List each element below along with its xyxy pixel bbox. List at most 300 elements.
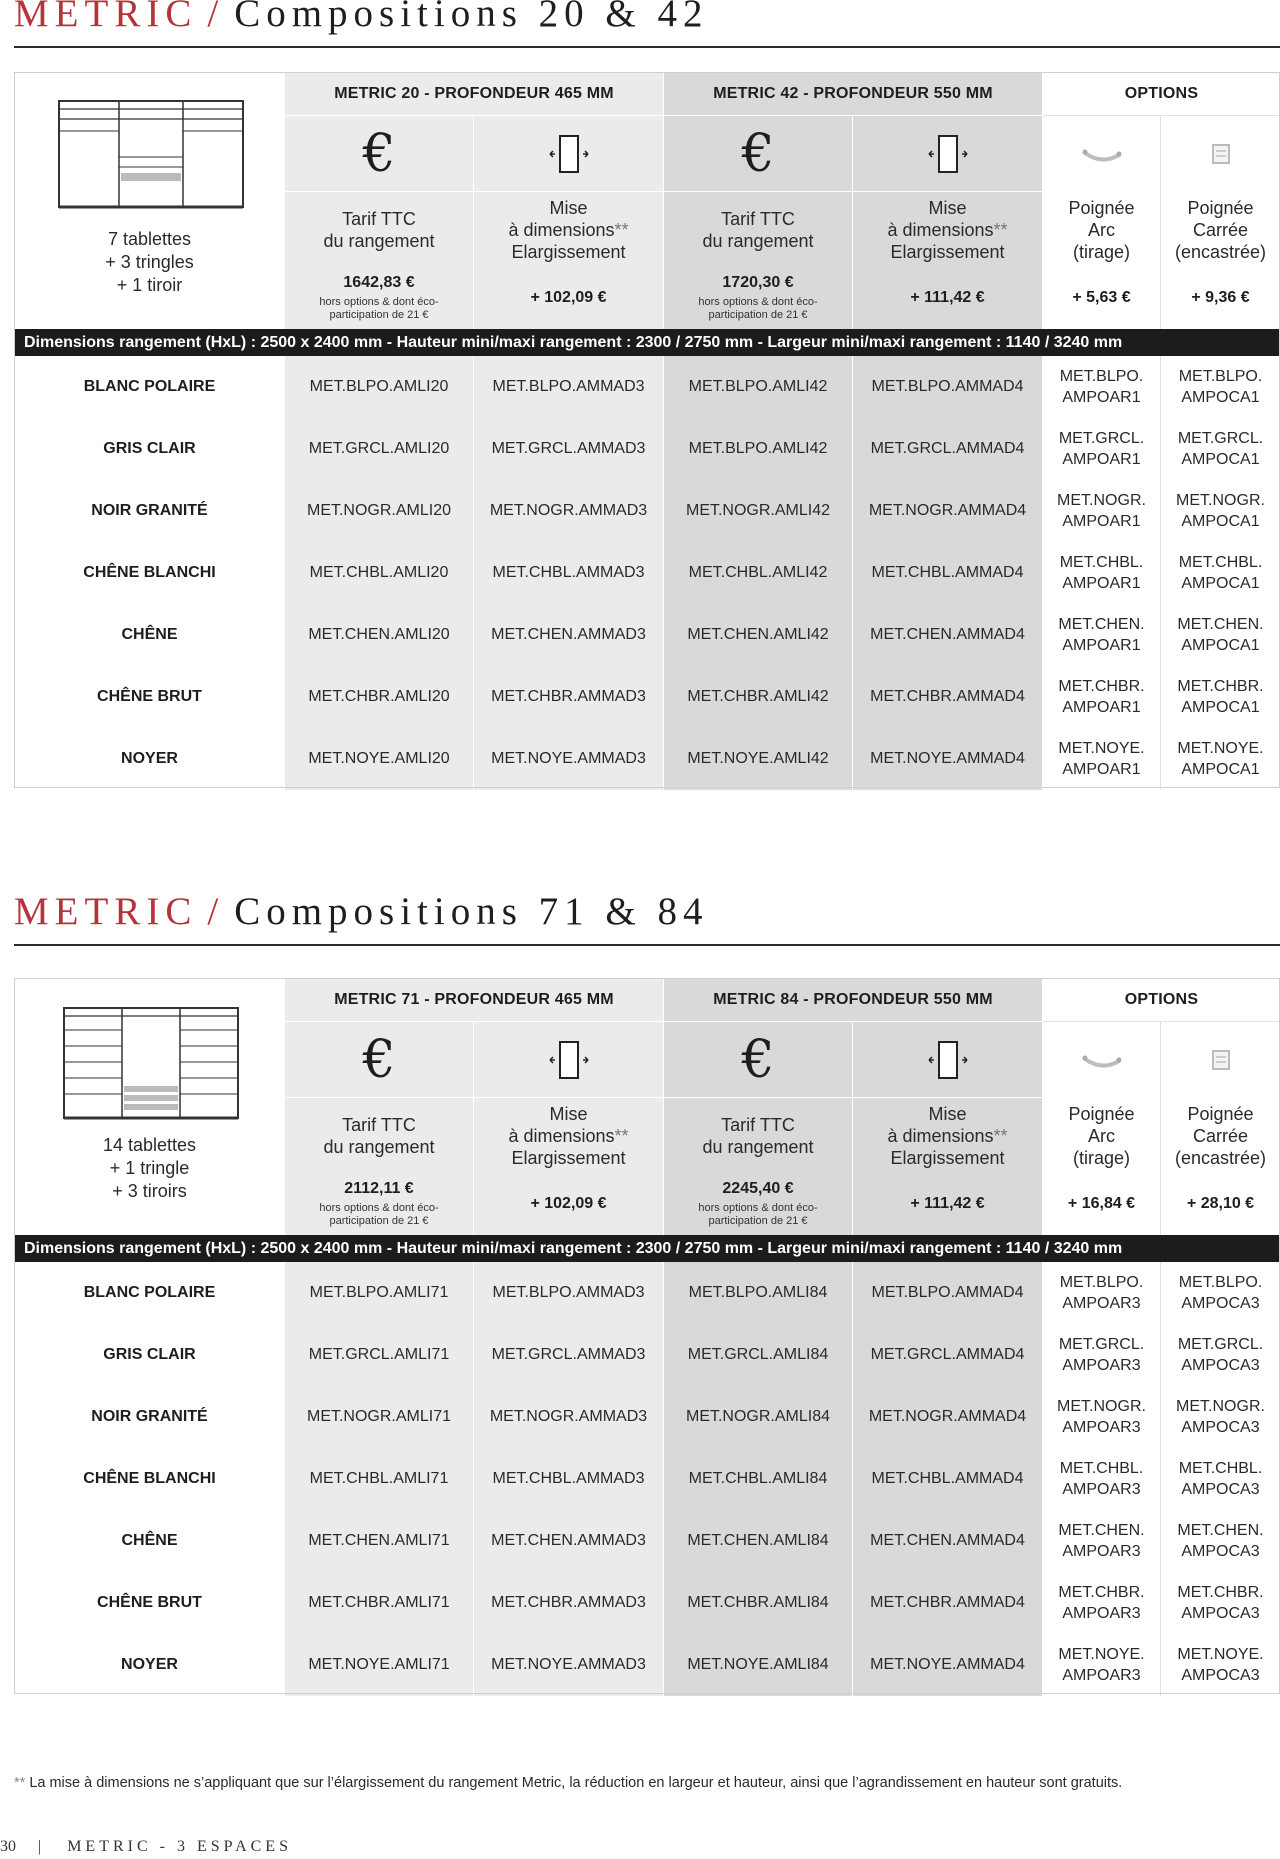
table-row [14, 418, 1280, 480]
product-reference: MET.BLPO.AMLI42 [664, 356, 853, 418]
reference-line: AMPOCA3 [1181, 1605, 1260, 1622]
price-note: hors options & dont éco- [319, 296, 439, 308]
reference-line: AMPOAR1 [1062, 451, 1141, 468]
label-line: du rangement [323, 230, 435, 251]
product-reference: MET.BLPO.AMMAD4 [853, 356, 1043, 418]
option-reference [1161, 1262, 1280, 1324]
base-price: 2112,11 € [344, 1180, 414, 1197]
label-line: Tarif TTC [342, 1114, 416, 1135]
base-price: 1642,83 € [343, 274, 415, 291]
option-reference [1161, 604, 1280, 666]
reference-line: MET.NOGR. [1176, 492, 1265, 509]
base-price: 2245,40 € [722, 1180, 794, 1197]
reference-line: AMPOCA1 [1181, 451, 1260, 468]
product-reference: MET.CHBR.AMMAD3 [474, 1572, 664, 1634]
label-line: Mise [928, 1103, 967, 1124]
price-icon-cell [664, 1022, 853, 1098]
product-reference: MET.BLPO.AMMAD3 [474, 356, 664, 418]
option-reference [1161, 356, 1280, 418]
option-reference [1043, 542, 1161, 604]
price-cell [664, 267, 853, 329]
finish-name: BLANC POLAIRE [14, 1262, 285, 1324]
reference-line: AMPOCA3 [1181, 1667, 1260, 1684]
reference-line: AMPOAR3 [1062, 1667, 1141, 1684]
reference-line: AMPOCA3 [1181, 1481, 1260, 1498]
option-reference [1161, 1572, 1280, 1634]
reference-line: AMPOCA1 [1181, 761, 1260, 778]
reference-line: AMPOCA1 [1181, 389, 1260, 406]
base-price: 1720,30 € [722, 274, 794, 291]
price-cell [285, 267, 474, 329]
group-b-header: METRIC 84 - PROFONDEUR 550 MM [664, 978, 1043, 1022]
title-separator: / [207, 0, 225, 35]
label-line: du rangement [323, 1136, 435, 1157]
product-reference: MET.BLPO.AMLI42 [664, 418, 853, 480]
title-rule [14, 944, 1280, 946]
resize-price: + 102,09 € [530, 289, 607, 306]
finish-name: CHÊNE [14, 604, 285, 666]
square-handle-icon-cell [1161, 1022, 1280, 1098]
resize-price-cell [474, 267, 664, 329]
price-note: participation de 21 € [708, 309, 808, 321]
reference-line: AMPOCA1 [1181, 513, 1260, 530]
finish-name: GRIS CLAIR [14, 418, 285, 480]
product-reference: MET.CHEN.AMLI42 [664, 604, 853, 666]
composition-table [14, 978, 1280, 1694]
resize-icon [923, 132, 973, 176]
group-a-header: METRIC 71 - PROFONDEUR 465 MM [285, 978, 664, 1022]
label-line: Carrée [1192, 1125, 1249, 1146]
reference-line: AMPOCA1 [1181, 699, 1260, 716]
euro-icon: € [741, 1029, 775, 1090]
resize-icon-cell [853, 1022, 1043, 1098]
label-line: Arc [1088, 1125, 1115, 1146]
table-row [14, 1324, 1280, 1386]
option-price: + 5,63 € [1072, 289, 1131, 306]
product-reference: MET.NOYE.AMMAD4 [853, 1634, 1043, 1696]
option-reference [1043, 1324, 1161, 1386]
product-reference: MET.CHBR.AMLI42 [664, 666, 853, 728]
label-line: Mise [928, 197, 967, 218]
product-reference: MET.GRCL.AMMAD3 [474, 418, 664, 480]
product-reference: MET.GRCL.AMLI20 [285, 418, 474, 480]
product-reference: MET.CHEN.AMLI84 [664, 1510, 853, 1572]
label-line: à dimensions** [508, 219, 629, 240]
product-reference: MET.NOYE.AMLI20 [285, 728, 474, 790]
product-reference: MET.CHBR.AMMAD3 [474, 666, 664, 728]
section-title [14, 0, 708, 33]
reference-line: MET.CHBR. [1058, 1584, 1145, 1601]
label-line: Elargissement [890, 1147, 1005, 1168]
product-reference: MET.BLPO.AMMAD3 [474, 1262, 664, 1324]
option-reference [1043, 1634, 1161, 1696]
composition-description [14, 222, 285, 302]
reference-line: AMPOCA3 [1181, 1419, 1260, 1436]
option-reference [1161, 1510, 1280, 1572]
reference-line: MET.CHEN. [1058, 1522, 1145, 1539]
table-row [14, 1262, 1280, 1324]
product-reference: MET.CHEN.AMLI71 [285, 1510, 474, 1572]
product-reference: MET.NOGR.AMMAD4 [853, 1386, 1043, 1448]
product-reference: MET.NOGR.AMMAD3 [474, 1386, 664, 1448]
finish-name: GRIS CLAIR [14, 1324, 285, 1386]
reference-line: MET.CHBL. [1059, 1460, 1144, 1477]
product-reference: MET.CHBL.AMMAD4 [853, 542, 1043, 604]
dimensions-bar: Dimensions rangement (HxL) : 2500 x 2400 mm - Hauteur mini/maxi rangement : 2300 / 2750 mm - Largeur mini/maxi rangement : 1140 / 3240 mm [14, 329, 1280, 356]
tarif-label [285, 1098, 474, 1173]
reference-line: AMPOAR3 [1062, 1543, 1141, 1560]
reference-line: AMPOCA3 [1181, 1357, 1260, 1374]
table-row [14, 728, 1280, 790]
reference-line: MET.CHBL. [1059, 554, 1144, 571]
reference-line: AMPOAR1 [1062, 637, 1141, 654]
option-reference [1043, 1510, 1161, 1572]
dimensions-bar: Dimensions rangement (HxL) : 2500 x 2400 mm - Hauteur mini/maxi rangement : 2300 / 2750 mm - Largeur mini/maxi rangement : 1140 / 3240 mm [14, 1235, 1280, 1262]
option-reference [1161, 1324, 1280, 1386]
product-reference: MET.GRCL.AMMAD4 [853, 1324, 1043, 1386]
page-footer [0, 1838, 292, 1856]
tarif-label [664, 192, 853, 267]
label-line: Tarif TTC [721, 1114, 795, 1135]
composition-table [14, 72, 1280, 788]
price-icon-cell [664, 116, 853, 192]
resize-icon-cell [853, 116, 1043, 192]
option-reference [1043, 666, 1161, 728]
arc-handle-icon [1077, 139, 1127, 169]
product-reference: MET.CHBL.AMMAD3 [474, 1448, 664, 1510]
option-reference [1043, 1386, 1161, 1448]
label-line: à dimensions** [887, 219, 1008, 240]
product-reference: MET.GRCL.AMMAD4 [853, 418, 1043, 480]
options-header: OPTIONS [1043, 978, 1280, 1022]
reference-line: MET.BLPO. [1178, 1274, 1263, 1291]
price-icon-cell [285, 1022, 474, 1098]
label-line: Mise [549, 1103, 588, 1124]
euro-icon: € [362, 123, 396, 184]
euro-icon: € [741, 123, 775, 184]
product-reference: MET.NOYE.AMMAD3 [474, 728, 664, 790]
product-reference: MET.GRCL.AMLI71 [285, 1324, 474, 1386]
product-reference: MET.NOYE.AMLI84 [664, 1634, 853, 1696]
label-line: Tarif TTC [721, 208, 795, 229]
square-price-cell [1161, 1173, 1280, 1235]
reference-line: AMPOAR3 [1062, 1419, 1141, 1436]
table-row [14, 356, 1280, 418]
option-reference [1043, 418, 1161, 480]
label-line: Elargissement [890, 241, 1005, 262]
reference-line: AMPOAR3 [1062, 1481, 1141, 1498]
footnote-marker: ** [14, 1775, 26, 1791]
description-line: + 1 tiroir [116, 274, 183, 295]
reference-line: MET.NOGR. [1057, 1398, 1146, 1415]
page-number: 30 [0, 1838, 16, 1855]
table-row [14, 1386, 1280, 1448]
option-reference [1161, 1386, 1280, 1448]
footnote-text: La mise à dimensions ne s’appliquant que sur l’élargissement du rangement Metric, la réduction en largeur et hauteur, ainsi que l’agrandissement en hauteur sont gratuits. [25, 1775, 1123, 1791]
table-row [14, 1572, 1280, 1634]
section-subtitle: Compositions 71 & 84 [234, 890, 709, 933]
tarif-label [664, 1098, 853, 1173]
description-line: 14 tablettes [102, 1134, 197, 1155]
option-reference [1161, 1448, 1280, 1510]
description-line: + 1 tringle [109, 1157, 190, 1178]
product-reference: MET.GRCL.AMMAD3 [474, 1324, 664, 1386]
resize-icon-cell [474, 1022, 664, 1098]
footnote-marker: ** [614, 1125, 629, 1146]
product-reference: MET.CHBR.AMMAD4 [853, 666, 1043, 728]
reference-line: AMPOAR1 [1062, 699, 1141, 716]
reference-line: MET.CHEN. [1177, 616, 1264, 633]
table-row [14, 480, 1280, 542]
square-handle-icon-cell [1161, 116, 1280, 192]
table-row [14, 1448, 1280, 1510]
product-reference: MET.CHEN.AMMAD3 [474, 604, 664, 666]
arc-price-cell [1043, 1173, 1161, 1235]
product-reference: MET.NOGR.AMLI20 [285, 480, 474, 542]
option-reference [1043, 356, 1161, 418]
resize-price: + 111,42 € [910, 1195, 985, 1212]
square-handle-label [1161, 192, 1280, 267]
composition-description [14, 1128, 285, 1208]
product-reference: MET.NOGR.AMLI84 [664, 1386, 853, 1448]
product-reference: MET.CHBL.AMLI71 [285, 1448, 474, 1510]
reference-line: MET.CHBL. [1178, 554, 1263, 571]
reference-line: MET.BLPO. [1059, 1274, 1144, 1291]
finish-rows [14, 356, 1280, 788]
option-reference [1043, 1572, 1161, 1634]
product-reference: MET.CHBR.AMLI71 [285, 1572, 474, 1634]
reference-line: AMPOAR1 [1062, 389, 1141, 406]
reference-line: MET.CHEN. [1058, 616, 1145, 633]
price-note: hors options & dont éco- [698, 296, 818, 308]
table-row [14, 542, 1280, 604]
arc-handle-icon [1077, 1045, 1127, 1075]
resize-icon [544, 132, 594, 176]
product-reference: MET.NOGR.AMMAD4 [853, 480, 1043, 542]
product-reference: MET.NOYE.AMLI42 [664, 728, 853, 790]
resize-price: + 111,42 € [910, 289, 985, 306]
price-cell [664, 1173, 853, 1235]
resize-icon [544, 1038, 594, 1082]
finish-name: CHÊNE BRUT [14, 1572, 285, 1634]
resize-icon [923, 1038, 973, 1082]
product-reference: MET.CHEN.AMMAD3 [474, 1510, 664, 1572]
resize-price-cell [853, 267, 1043, 329]
section-title [14, 892, 708, 931]
label-line: (tirage) [1072, 241, 1130, 262]
reference-line: AMPOCA3 [1181, 1295, 1260, 1312]
label-line: (tirage) [1072, 1147, 1130, 1168]
label-line: Poignée [1068, 1103, 1135, 1124]
label-line: Poignée [1068, 197, 1135, 218]
reference-line: MET.CHBR. [1177, 1584, 1264, 1601]
table-row [14, 1510, 1280, 1572]
square-handle-icon [1206, 139, 1236, 169]
resize-price: + 102,09 € [530, 1195, 607, 1212]
option-reference [1043, 604, 1161, 666]
table-row [14, 604, 1280, 666]
section-subtitle: Compositions 20 & 42 [234, 0, 709, 35]
label-line: du rangement [702, 230, 814, 251]
reference-line: MET.GRCL. [1177, 430, 1264, 447]
finish-name: BLANC POLAIRE [14, 356, 285, 418]
product-reference: MET.CHBL.AMLI84 [664, 1448, 853, 1510]
reference-line: AMPOAR1 [1062, 761, 1141, 778]
product-reference: MET.CHBR.AMLI20 [285, 666, 474, 728]
footer-text: METRIC - 3 ESPACES [67, 1838, 292, 1855]
reference-line: MET.GRCL. [1058, 1336, 1145, 1353]
label-line: (encastrée) [1174, 1147, 1267, 1168]
group-b-header: METRIC 42 - PROFONDEUR 550 MM [664, 72, 1043, 116]
product-reference: MET.CHEN.AMLI20 [285, 604, 474, 666]
product-reference: MET.CHEN.AMMAD4 [853, 1510, 1043, 1572]
product-reference: MET.CHBR.AMMAD4 [853, 1572, 1043, 1634]
finish-name: NOYER [14, 1634, 285, 1696]
finish-name: NOIR GRANITÉ [14, 480, 285, 542]
resize-label [853, 1098, 1043, 1173]
product-reference: MET.NOGR.AMLI71 [285, 1386, 474, 1448]
arc-handle-icon-cell [1043, 1022, 1161, 1098]
option-reference [1043, 1448, 1161, 1510]
product-reference: MET.BLPO.AMMAD4 [853, 1262, 1043, 1324]
price-cell [285, 1173, 474, 1235]
finish-name: CHÊNE BLANCHI [14, 1448, 285, 1510]
reference-line: AMPOAR1 [1062, 575, 1141, 592]
finish-name: CHÊNE BLANCHI [14, 542, 285, 604]
option-reference [1043, 480, 1161, 542]
finish-rows [14, 1262, 1280, 1694]
arc-handle-icon-cell [1043, 116, 1161, 192]
price-icon-cell [285, 116, 474, 192]
product-reference: MET.CHBL.AMMAD3 [474, 542, 664, 604]
description-line: + 3 tiroirs [112, 1180, 187, 1201]
reference-line: AMPOCA1 [1181, 637, 1260, 654]
square-price-cell [1161, 267, 1280, 329]
price-note: hors options & dont éco- [698, 1202, 818, 1214]
price-note: participation de 21 € [329, 1215, 429, 1227]
option-price: + 16,84 € [1067, 1195, 1136, 1212]
reference-line: MET.NOYE. [1058, 740, 1145, 757]
reference-line: MET.GRCL. [1177, 1336, 1264, 1353]
option-reference [1043, 1262, 1161, 1324]
footnote-marker: ** [993, 1125, 1008, 1146]
resize-label [474, 192, 664, 267]
options-header: OPTIONS [1043, 72, 1280, 116]
reference-line: AMPOAR3 [1062, 1605, 1141, 1622]
resize-label [474, 1098, 664, 1173]
resize-label [853, 192, 1043, 267]
product-reference: MET.CHBR.AMLI84 [664, 1572, 853, 1634]
reference-line: MET.NOGR. [1057, 492, 1146, 509]
title-separator: / [207, 890, 225, 933]
finish-name: CHÊNE [14, 1510, 285, 1572]
label-line: Elargissement [511, 1147, 626, 1168]
label-line: Mise [549, 197, 588, 218]
option-reference [1161, 666, 1280, 728]
label-line: à dimensions** [508, 1125, 629, 1146]
label-line: (encastrée) [1174, 241, 1267, 262]
product-reference: MET.CHEN.AMMAD4 [853, 604, 1043, 666]
reference-line: MET.NOYE. [1058, 1646, 1145, 1663]
resize-price-cell [474, 1173, 664, 1235]
reference-line: MET.CHEN. [1177, 1522, 1264, 1539]
finish-name: NOIR GRANITÉ [14, 1386, 285, 1448]
description-line: + 3 tringles [105, 251, 194, 272]
square-handle-label [1161, 1098, 1280, 1173]
footer-separator: | [38, 1838, 46, 1855]
group-a-header: METRIC 20 - PROFONDEUR 465 MM [285, 72, 664, 116]
option-reference [1161, 542, 1280, 604]
reference-line: AMPOAR3 [1062, 1357, 1141, 1374]
resize-icon-cell [474, 116, 664, 192]
product-reference: MET.BLPO.AMLI71 [285, 1262, 474, 1324]
option-reference [1043, 728, 1161, 790]
square-handle-icon [1206, 1045, 1236, 1075]
resize-price-cell [853, 1173, 1043, 1235]
brand-name: METRIC [14, 890, 198, 933]
label-line: à dimensions** [887, 1125, 1008, 1146]
finish-name: CHÊNE BRUT [14, 666, 285, 728]
label-line: Elargissement [511, 241, 626, 262]
label-line: Carrée [1192, 219, 1249, 240]
product-reference: MET.NOYE.AMMAD4 [853, 728, 1043, 790]
price-note: hors options & dont éco- [319, 1202, 439, 1214]
reference-line: MET.CHBL. [1178, 1460, 1263, 1477]
option-price: + 28,10 € [1186, 1195, 1255, 1212]
product-reference: MET.CHBL.AMLI42 [664, 542, 853, 604]
product-reference: MET.NOYE.AMLI71 [285, 1634, 474, 1696]
footnote [14, 1775, 1122, 1791]
euro-icon: € [362, 1029, 396, 1090]
footnote-marker: ** [993, 219, 1008, 240]
option-reference [1161, 1634, 1280, 1696]
title-rule [14, 46, 1280, 48]
reference-line: AMPOAR3 [1062, 1295, 1141, 1312]
label-line: Poignée [1187, 197, 1254, 218]
reference-line: MET.CHBR. [1058, 678, 1145, 695]
label-line: Tarif TTC [342, 208, 416, 229]
reference-line: AMPOCA3 [1181, 1543, 1260, 1560]
reference-line: MET.GRCL. [1058, 430, 1145, 447]
product-reference: MET.CHBL.AMLI20 [285, 542, 474, 604]
product-reference: MET.CHBL.AMMAD4 [853, 1448, 1043, 1510]
brand-name: METRIC [14, 0, 198, 35]
product-reference: MET.NOGR.AMLI42 [664, 480, 853, 542]
price-note: participation de 21 € [708, 1215, 808, 1227]
footnote-marker: ** [614, 219, 629, 240]
reference-line: MET.NOYE. [1177, 1646, 1264, 1663]
reference-line: MET.BLPO. [1059, 368, 1144, 385]
option-reference [1161, 480, 1280, 542]
reference-line: MET.CHBR. [1177, 678, 1264, 695]
finish-name: NOYER [14, 728, 285, 790]
product-reference: MET.GRCL.AMLI84 [664, 1324, 853, 1386]
option-reference [1161, 418, 1280, 480]
product-reference: MET.NOGR.AMMAD3 [474, 480, 664, 542]
arc-price-cell [1043, 267, 1161, 329]
product-reference: MET.BLPO.AMLI84 [664, 1262, 853, 1324]
option-reference [1161, 728, 1280, 790]
reference-line: AMPOAR1 [1062, 513, 1141, 530]
label-line: Poignée [1187, 1103, 1254, 1124]
arc-handle-label [1043, 192, 1161, 267]
reference-line: MET.BLPO. [1178, 368, 1263, 385]
arc-handle-label [1043, 1098, 1161, 1173]
tarif-label [285, 192, 474, 267]
option-price: + 9,36 € [1191, 289, 1250, 306]
product-reference: MET.BLPO.AMLI20 [285, 356, 474, 418]
reference-line: MET.NOYE. [1177, 740, 1264, 757]
